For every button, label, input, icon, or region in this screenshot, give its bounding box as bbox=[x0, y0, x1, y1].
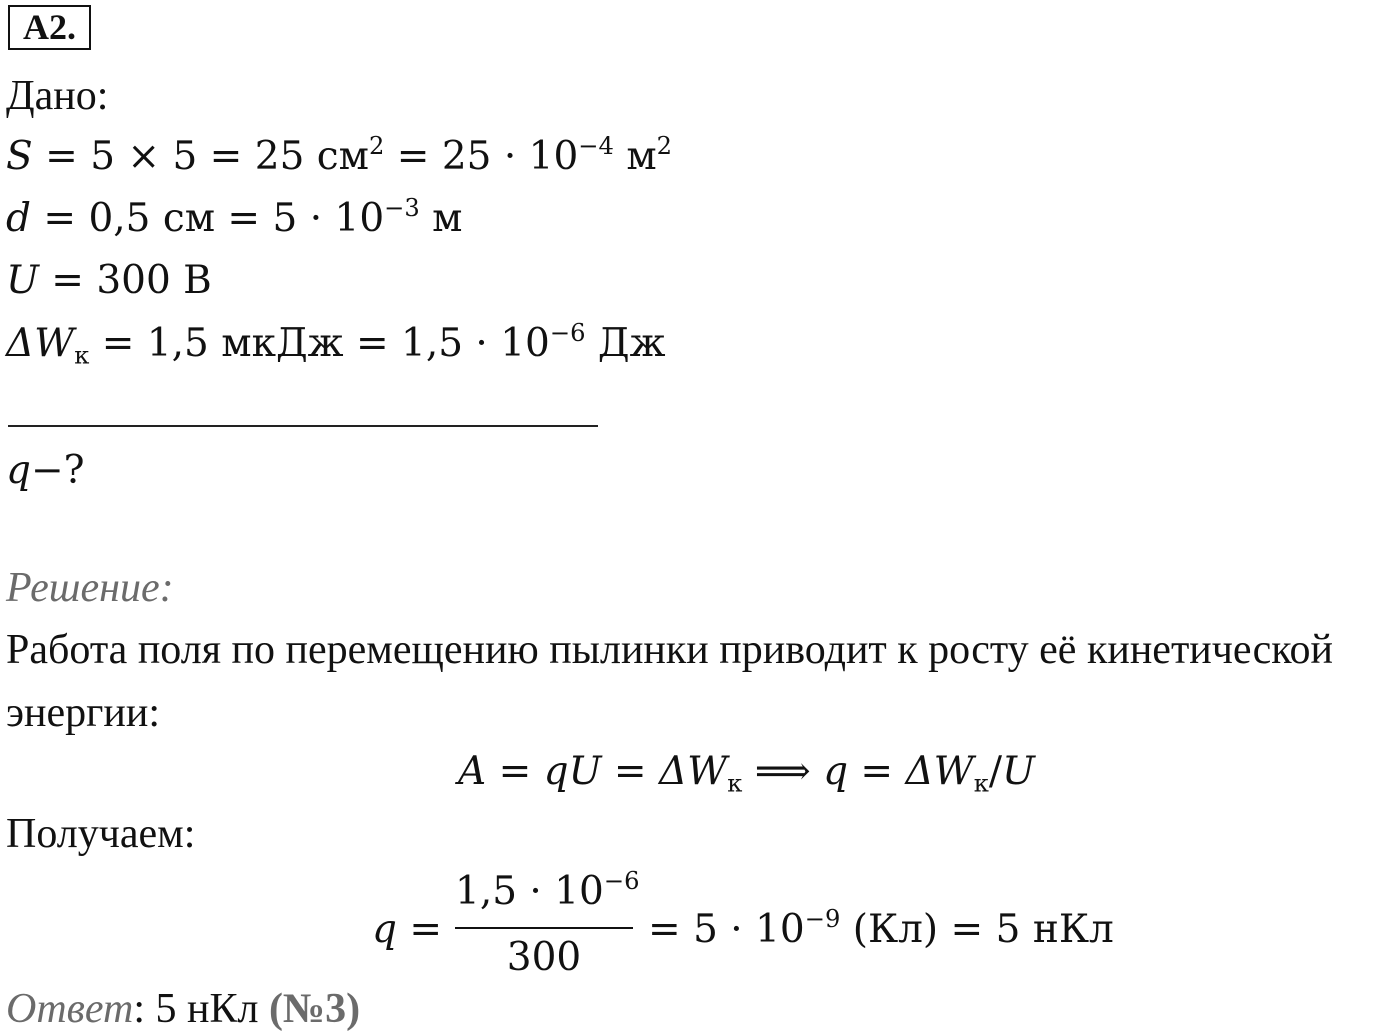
distance-eq: = 0,5 см = 5 · 10 bbox=[30, 196, 385, 241]
formula-eq3: = bbox=[848, 749, 906, 794]
formula-sub1: к bbox=[727, 769, 743, 798]
area-mid: = 25 · 10 bbox=[384, 134, 579, 179]
distance-unit: м bbox=[419, 196, 463, 241]
area-unit: м bbox=[613, 134, 657, 179]
given-distance bbox=[6, 194, 463, 241]
area-eq: = 5 × 5 = 25 см bbox=[32, 134, 369, 179]
fraction-denominator: 300 bbox=[506, 935, 582, 980]
formula-sub2: к bbox=[973, 769, 989, 798]
answer-value: : 5 нКл bbox=[133, 986, 269, 1032]
answer-ref: (№3) bbox=[268, 986, 361, 1032]
var-s: S bbox=[6, 134, 33, 179]
energy-pow: −6 bbox=[549, 319, 586, 348]
area-pow1: 2 bbox=[368, 132, 385, 161]
result-tail: (Кл) = 5 нКл bbox=[840, 907, 1114, 952]
formula-u: U bbox=[1002, 749, 1035, 794]
given-voltage bbox=[6, 258, 212, 303]
calc-eq: = bbox=[396, 907, 443, 952]
formula-dw2: ΔW bbox=[905, 749, 974, 794]
energy-sub: к bbox=[74, 341, 90, 370]
voltage-eq: = 300 В bbox=[38, 258, 212, 303]
fraction-bar bbox=[455, 927, 633, 929]
given-area bbox=[6, 132, 673, 179]
var-q: q bbox=[6, 448, 31, 493]
var-d: d bbox=[6, 196, 31, 241]
result-base: = 5 · 10 bbox=[648, 907, 805, 952]
formula-slash: / bbox=[988, 749, 1003, 794]
solution-heading: Решение: bbox=[6, 565, 174, 611]
calc-lhs bbox=[372, 907, 443, 952]
given-heading: Дано: bbox=[6, 73, 109, 119]
find-rest: −? bbox=[30, 448, 85, 493]
formula-eq1: = bbox=[486, 749, 544, 794]
result-pow: −9 bbox=[804, 905, 841, 934]
formula-dw1: ΔW bbox=[658, 749, 728, 794]
var-dw: ΔW bbox=[6, 321, 75, 366]
formula-a: A bbox=[458, 749, 487, 794]
calc-result bbox=[648, 905, 1114, 952]
answer-label: Ответ bbox=[6, 986, 134, 1032]
formula-qu: qU bbox=[543, 749, 602, 794]
distance-pow: −3 bbox=[384, 194, 420, 223]
main-formula bbox=[458, 749, 1035, 798]
formula-arrow: ⟹ bbox=[742, 749, 824, 794]
energy-eq: = 1,5 мкДж = 1,5 · 10 bbox=[89, 321, 550, 366]
obtain-text: Получаем: bbox=[6, 811, 196, 857]
problem-label: А2. bbox=[8, 5, 91, 50]
find-line bbox=[6, 448, 85, 493]
given-energy bbox=[6, 319, 666, 370]
numerator-base: 1,5 · 10 bbox=[455, 869, 604, 914]
formula-q: q bbox=[823, 749, 849, 794]
solution-text-line1: Работа поля по перемещению пылинки приводит к росту её кинетической bbox=[6, 627, 1333, 673]
area-pow3: 2 bbox=[656, 132, 673, 161]
area-pow2: −4 bbox=[578, 132, 614, 161]
answer-line bbox=[6, 988, 360, 1030]
calc-q: q bbox=[372, 907, 397, 952]
fraction-numerator bbox=[455, 867, 640, 914]
var-u: U bbox=[6, 258, 39, 303]
formula-eq2: = bbox=[601, 749, 659, 794]
energy-unit: Дж bbox=[585, 321, 666, 366]
given-separator bbox=[8, 425, 598, 427]
numerator-pow: −6 bbox=[603, 867, 640, 896]
solution-text-line2: энергии: bbox=[6, 690, 160, 736]
